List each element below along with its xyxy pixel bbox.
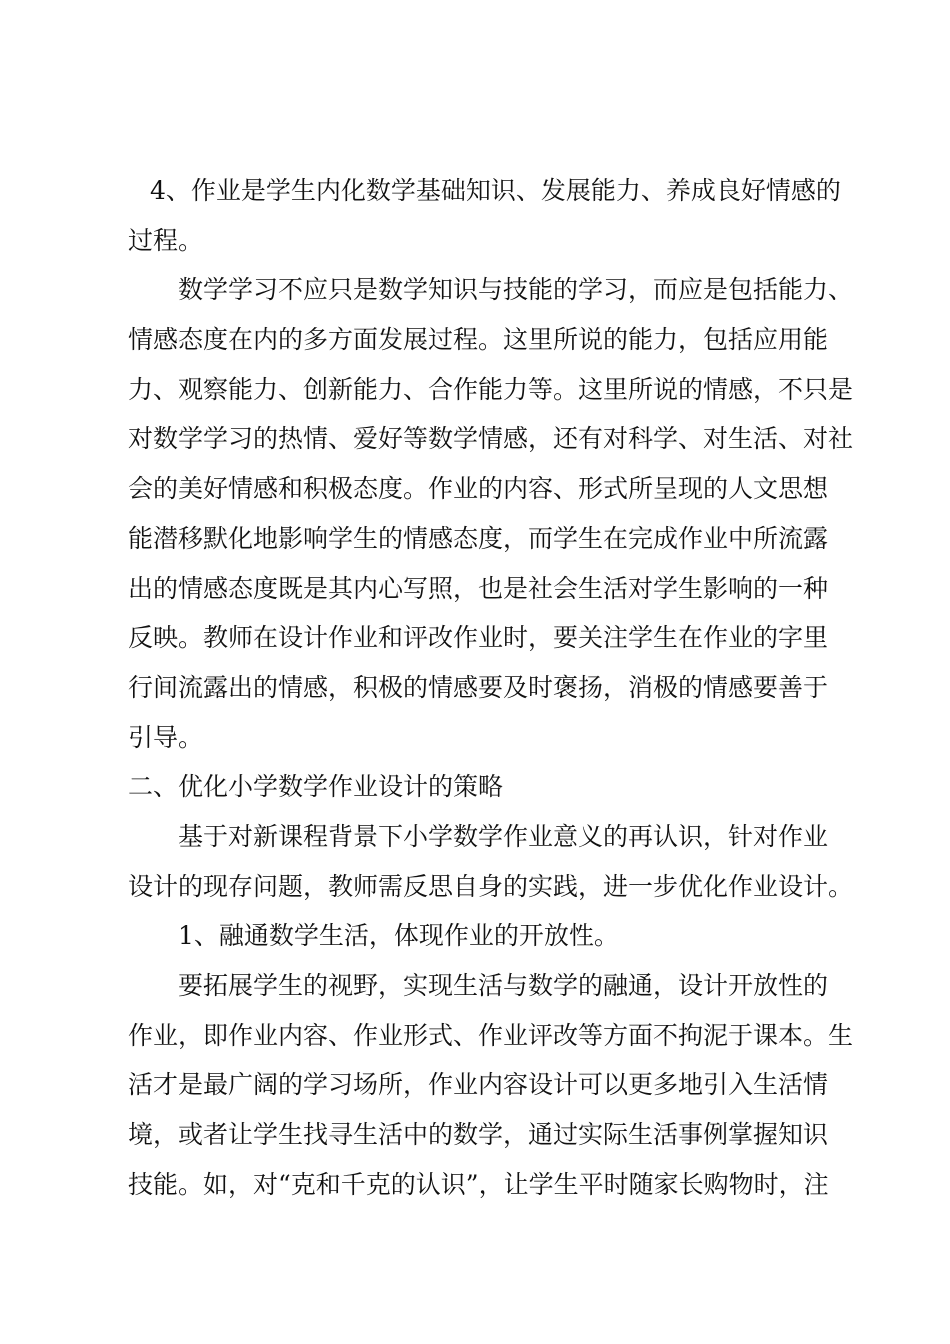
paragraph-line: 数学学习不应只是数学知识与技能的学习，而应是包括能力、 (178, 275, 854, 305)
paragraph-line: 会的美好情感和积极态度。作业的内容、形式所呈现的人文思想 (128, 474, 829, 504)
paragraph-line: 要拓展学生的视野，实现生活与数学的融通，设计开放性的 (178, 971, 829, 1000)
paragraph-line: 引导。 (128, 722, 204, 752)
subsection-heading: 1、融通数学生活，体现作业的开放性。 (178, 921, 619, 951)
paragraph-line: 基于对新课程背景下小学数学作业意义的再认识，针对作业 (178, 821, 829, 851)
paragraph-line: 作业，即作业内容、作业形式、作业评改等方面不拘泥于课本。生 (128, 1020, 854, 1050)
paragraph-line: 设计的现存问题，教师需反思自身的实践，进一步优化作业设计。 (128, 871, 854, 901)
paragraph-line: 力、观察能力、创新能力、合作能力等。这里所说的情感，不只是 (128, 374, 854, 404)
paragraph-line: 情感态度在内的多方面发展过程。这里所说的能力，包括应用能 (128, 325, 829, 355)
paragraph-line: 活才是最广阔的学习场所，作业内容设计可以更多地引入生活情 (128, 1070, 829, 1100)
paragraph-line: 过程。 (128, 225, 204, 255)
paragraph-line: 境，或者让学生找寻生活中的数学，通过实际生活事例掌握知识 (128, 1120, 829, 1150)
paragraph-line: 出的情感态度既是其内心写照，也是社会生活对学生影响的一种 (128, 573, 829, 603)
paragraph-line: 技能。如，对“克和千克的认识”，让学生平时随家长购物时，注 (128, 1169, 829, 1199)
document-body (128, 166, 854, 1209)
heading-4: 4、作业是学生内化数学基础知识、发展能力、养成良好情感的 (150, 176, 841, 205)
paragraph-line: 行间流露出的情感，积极的情感要及时褒扬，消极的情感要善于 (128, 672, 829, 702)
paragraph-line: 能潜移默化地影响学生的情感态度，而学生在完成作业中所流露 (128, 523, 829, 553)
paragraph-line: 反映。教师在设计作业和评改作业时，要关注学生在作业的字里 (128, 623, 829, 653)
section-heading: 二、优化小学数学作业设计的策略 (128, 772, 504, 802)
paragraph-line: 对数学学习的热情、爱好等数学情感，还有对科学、对生活、对社 (128, 424, 854, 454)
